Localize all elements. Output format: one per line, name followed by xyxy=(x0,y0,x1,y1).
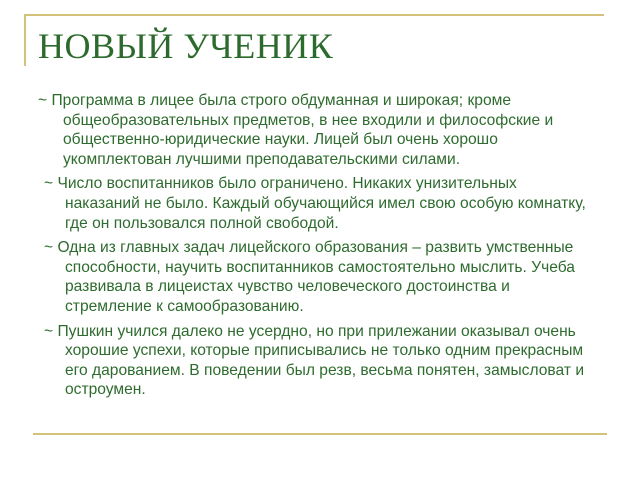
bullet-marker: ~ xyxy=(44,239,54,257)
bullet-marker: ~ xyxy=(44,175,54,193)
bullet-item xyxy=(38,174,594,233)
bullet-text: Пушкин учился далеко не усердно, но при прилежании оказывал очень хорошие успехи, которые приписывались не только одним прекрасным его дарованием. В поведении был резв, весьма понятен, замысловат и остроумен. xyxy=(57,322,585,399)
slide-title: НОВЫЙ УЧЕНИК xyxy=(38,26,334,66)
bullet-marker: ~ xyxy=(44,322,54,340)
bullet-text: Число воспитанников было ограничено. Никаких унизительных наказаний не было. Каждый обучающийся имел свою особую комнатку, где он пользовался полной свободой. xyxy=(57,175,586,232)
bullet-marker: ~ xyxy=(38,92,48,109)
bullet-item xyxy=(38,322,594,400)
frame-top-line xyxy=(24,14,604,16)
bullet-text: Программа в лицее была строго обдуманная и широкая; кроме общеобразовательных предметов, в нее входили и философские и общественно-юридические науки. Лицей был очень хорошо укомплектован лучшими преподавательскими силами. xyxy=(51,92,554,168)
bullet-item xyxy=(38,91,594,169)
bullet-text: Одна из главных задач лицейского образования – развить умственные способности, научить воспитанников самостоятельно мыслить. Учеба развивала в лицеистах чувство человеческого достоинства и стремление к самообразованию. xyxy=(57,239,575,315)
bullet-item xyxy=(38,238,594,316)
frame-left-line xyxy=(24,14,26,66)
frame-bottom-line xyxy=(33,433,607,435)
bullet-list xyxy=(38,91,594,405)
